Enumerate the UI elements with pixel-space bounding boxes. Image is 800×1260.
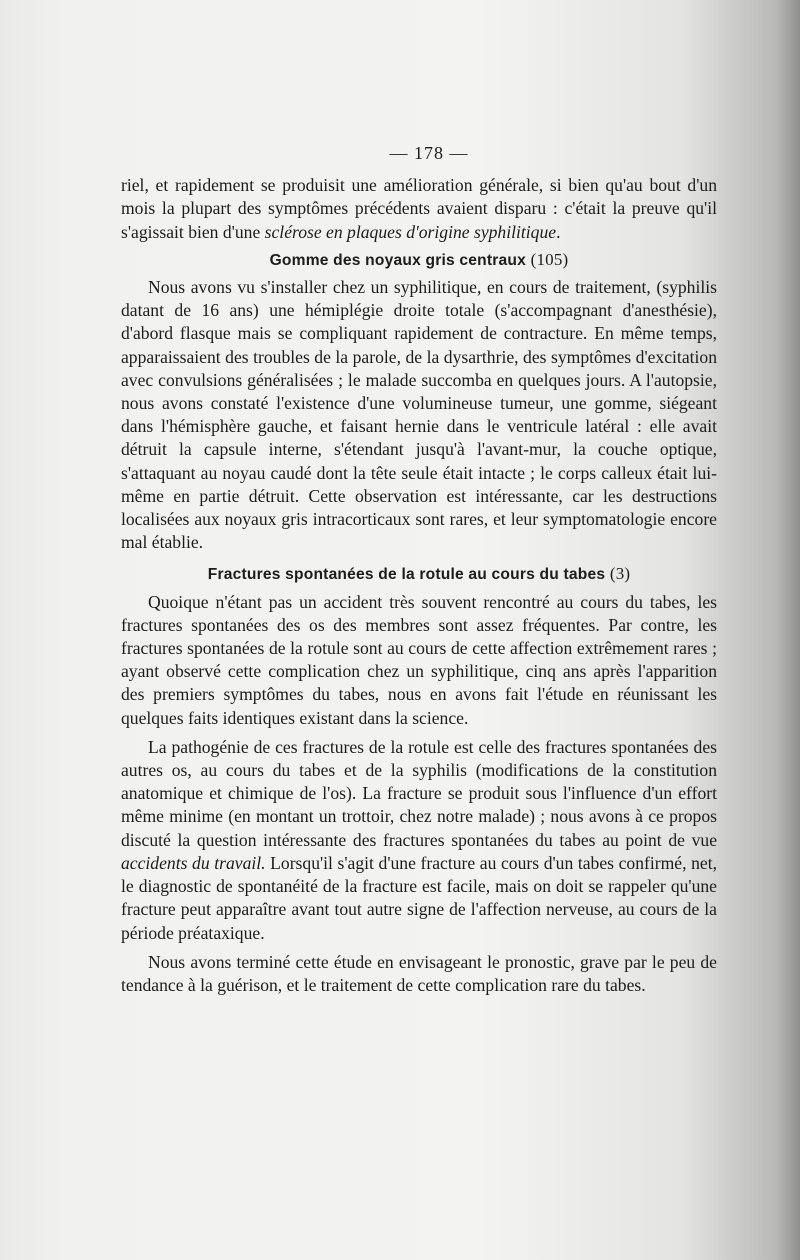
paragraph-text-end: Lorsqu'il s'agit d'une fracture au cours d'un tabes confirmé, net, le diagnostic de spontanéité de la fracture est facile, mais on doit se rappeler qu'une fracture peut apparaître avant tout autre signe de l'affection nerveuse, au cours de la période préataxique. bbox=[121, 852, 717, 943]
paragraph-text: La pathogénie de ces fractures de la rotule est celle des fractures spontanées des autres os, au cours du tabes et de la syphilis (modifications de la constitution anatomique et chimique de l'os). La fracture se produit sous l'influence d'un effort même minime (en montant un trottoir, chez notre malade) ; nous avons à ce propos discuté la question intéressante des fractures spontanées du tabes au point de vue bbox=[121, 736, 717, 850]
paragraph-fractures-2 bbox=[121, 736, 717, 945]
paragraph-italic: accidents du travail. bbox=[121, 852, 266, 873]
section-ref: (105) bbox=[530, 249, 569, 269]
section-title: Fractures spontanées de la rotule au cours du tabes bbox=[207, 566, 606, 584]
page-text-block bbox=[121, 142, 717, 997]
paragraph-fractures-1: Quoique n'étant pas un accident très souvent rencontré au cours du tabes, les fractures spontanées des os des membres sont assez fréquentes. Par contre, les fractures spontanées de la rotule sont au cours de cette affection extrêmement rares ; ayant observé cette complication chez un syphilitique, cinq ans après l'apparition des premiers symptômes du tabes, nous en avons fait l'étude en réunissant les quelques faits identiques existant dans la science. bbox=[121, 591, 717, 728]
paragraph-fractures-3: Nous avons terminé cette étude en envisageant le pronostic, grave par le peu de tendance à la guérison, et le traitement de cette complication rare du tabes. bbox=[121, 951, 717, 995]
intro-paragraph bbox=[121, 174, 717, 244]
section-heading-fractures bbox=[121, 562, 717, 586]
intro-text: riel, et rapidement se produisit une amélioration générale, si bien qu'au bout d'un mois la plupart des symptômes précédents avaient disparu : c'était la preuve qu'il s'agissait bien d'une bbox=[121, 175, 717, 242]
page-number: — 178 — bbox=[389, 143, 469, 163]
section-ref: (3) bbox=[609, 564, 631, 584]
paragraph-gomme: Nous avons vu s'installer chez un syphilitique, en cours de traitement, (syphilis datant de 16 ans) une hémiplégie droite totale (s'accompagnant d'anesthésie), d'abord flasque mais se compliquant rapidement de contracture. En même temps, apparaissaient des troubles de la parole, de la dysarthrie, des symptômes d'excitation avec convulsions généralisées ; le malade succomba en quelques jours. A l'autopsie, nous avons constaté l'existence d'une volumineuse tumeur, une gomme, siégeant dans l'hémisphère gauche, et faisant hernie dans le ventricule latéral : elle avait détruit la capsule interne, s'étendant jusqu'à l'avant-mur, la couche optique, s'attaquant au noyau caudé dont la tête seule était intacte ; le corps calleux était lui-même en partie détruit. Cette observation est intéressante, car les destructions localisées aux noyaux gris intracorticaux sont rares, et leur symptomatologie encore mal établie. bbox=[121, 277, 717, 553]
intro-italic: sclérose en plaques d'origine syphilitique bbox=[264, 221, 557, 242]
intro-end: . bbox=[556, 221, 561, 242]
section-title: Gomme des noyaux gris centraux bbox=[269, 251, 527, 269]
section-heading-gomme bbox=[121, 248, 717, 272]
